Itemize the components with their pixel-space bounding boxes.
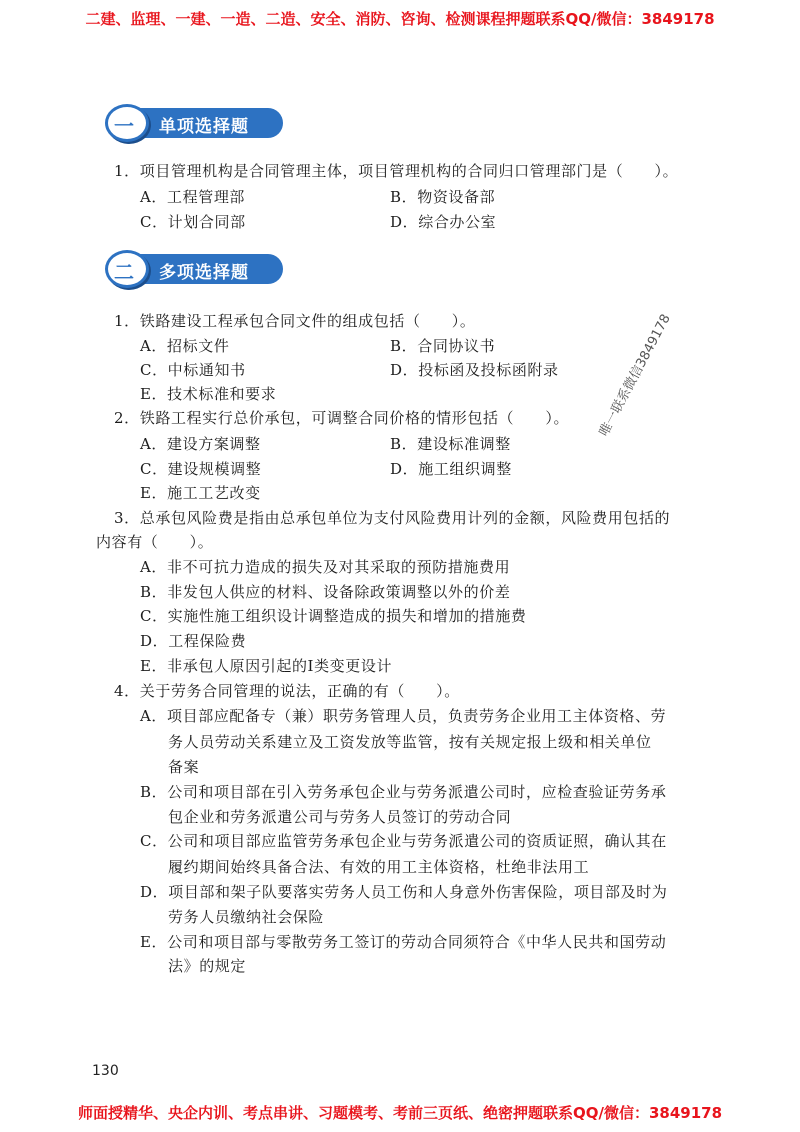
option-c-line-2: 履约期间始终具备合法、有效的用工主体资格，杜绝非法用工 — [168, 858, 590, 876]
option-e-line-2: 法》的规定 — [168, 957, 247, 975]
option-c: C．建设规模调整 — [140, 460, 262, 478]
section-header-multiple-choice — [105, 250, 283, 288]
section-header-single-choice — [105, 104, 283, 142]
option-c-line-1: C．公司和项目部应监管劳务承包企业与劳务派遣公司的资质证照，确认其在 — [140, 832, 667, 850]
option-b: B．物资设备部 — [390, 188, 496, 206]
option-b: B．合同协议书 — [390, 337, 496, 355]
option-d: D．综合办公室 — [390, 213, 497, 231]
section-number: 二 — [114, 260, 134, 284]
option-b: B．建设标准调整 — [390, 435, 511, 453]
option-b-line-2: 包企业和劳务派遣公司与劳务人员签订的劳动合同 — [168, 808, 512, 826]
top-banner: 二建、监理、一建、一造、二造、安全、消防、咨询、检测课程押题联系QQ/微信：3849178 — [85, 10, 715, 28]
question-text: 4．关于劳务合同管理的说法，正确的有（ ）。 — [114, 682, 460, 700]
option-a: A．建设方案调整 — [140, 435, 261, 453]
page-number: 130 — [92, 1063, 119, 1079]
question-text: 1．铁路建设工程承包合同文件的组成包括（ ）。 — [114, 312, 476, 330]
option-c: C．计划合同部 — [140, 213, 246, 231]
option-c: C．中标通知书 — [140, 361, 246, 379]
option-a: A．非不可抗力造成的损失及对其采取的预防措施费用 — [140, 558, 511, 576]
section-title: 多项选择题 — [159, 263, 249, 283]
option-e: E．非承包人原因引起的Ⅰ类变更设计 — [140, 657, 393, 675]
option-e-line-1: E．公司和项目部与零散劳务工签订的劳动合同须符合《中华人民共和国劳动 — [140, 933, 667, 951]
question-text-line-2: 内容有（ ）。 — [96, 533, 214, 551]
option-b: B．非发包人供应的材料、设备除政策调整以外的价差 — [140, 583, 511, 601]
option-e: E．技术标准和要求 — [140, 385, 277, 403]
option-a-line-2: 务人员劳动关系建立及工资发放等监管，按有关规定报上级和相关单位 — [168, 733, 652, 751]
section-title: 单项选择题 — [159, 117, 249, 137]
option-a: A．招标文件 — [140, 337, 230, 355]
option-d-line-1: D．项目部和架子队要落实劳务人员工伤和人身意外伤害保险，项目部及时为 — [140, 883, 668, 901]
option-a: A．工程管理部 — [140, 188, 246, 206]
option-a-line-1: A．项目部应配备专（兼）职劳务管理人员，负责劳务企业用工主体资格、劳 — [140, 707, 667, 725]
question-text-line-1: 3．总承包风险费是指由总承包单位为支付风险费用计列的金额，风险费用包括的 — [114, 509, 671, 527]
option-b-line-1: B．公司和项目部在引入劳务承包企业与劳务派遣公司时，应检查验证劳务承 — [140, 783, 667, 801]
option-a-line-3: 备案 — [168, 758, 200, 776]
option-c: C．实施性施工组织设计调整造成的损失和增加的措施费 — [140, 607, 527, 625]
option-e: E．施工工艺改变 — [140, 484, 261, 502]
option-d: D．工程保险费 — [140, 632, 247, 650]
question-text: 2．铁路工程实行总价承包，可调整合同价格的情形包括（ ）。 — [114, 409, 570, 427]
option-d: D．投标函及投标函附录 — [390, 361, 559, 379]
option-d-line-2: 劳务人员缴纳社会保险 — [168, 908, 325, 926]
bottom-banner: 师面授精华、央企内训、考点串讲、习题模考、考前三页纸、绝密押题联系QQ/微信：3849178 — [77, 1104, 723, 1122]
section-number: 一 — [114, 114, 134, 138]
side-watermark: 唯一联系微信3849178 — [596, 311, 674, 439]
question-text: 1．项目管理机构是合同管理主体，项目管理机构的合同归口管理部门是（ ）。 — [114, 162, 679, 180]
option-d: D．施工组织调整 — [390, 460, 512, 478]
